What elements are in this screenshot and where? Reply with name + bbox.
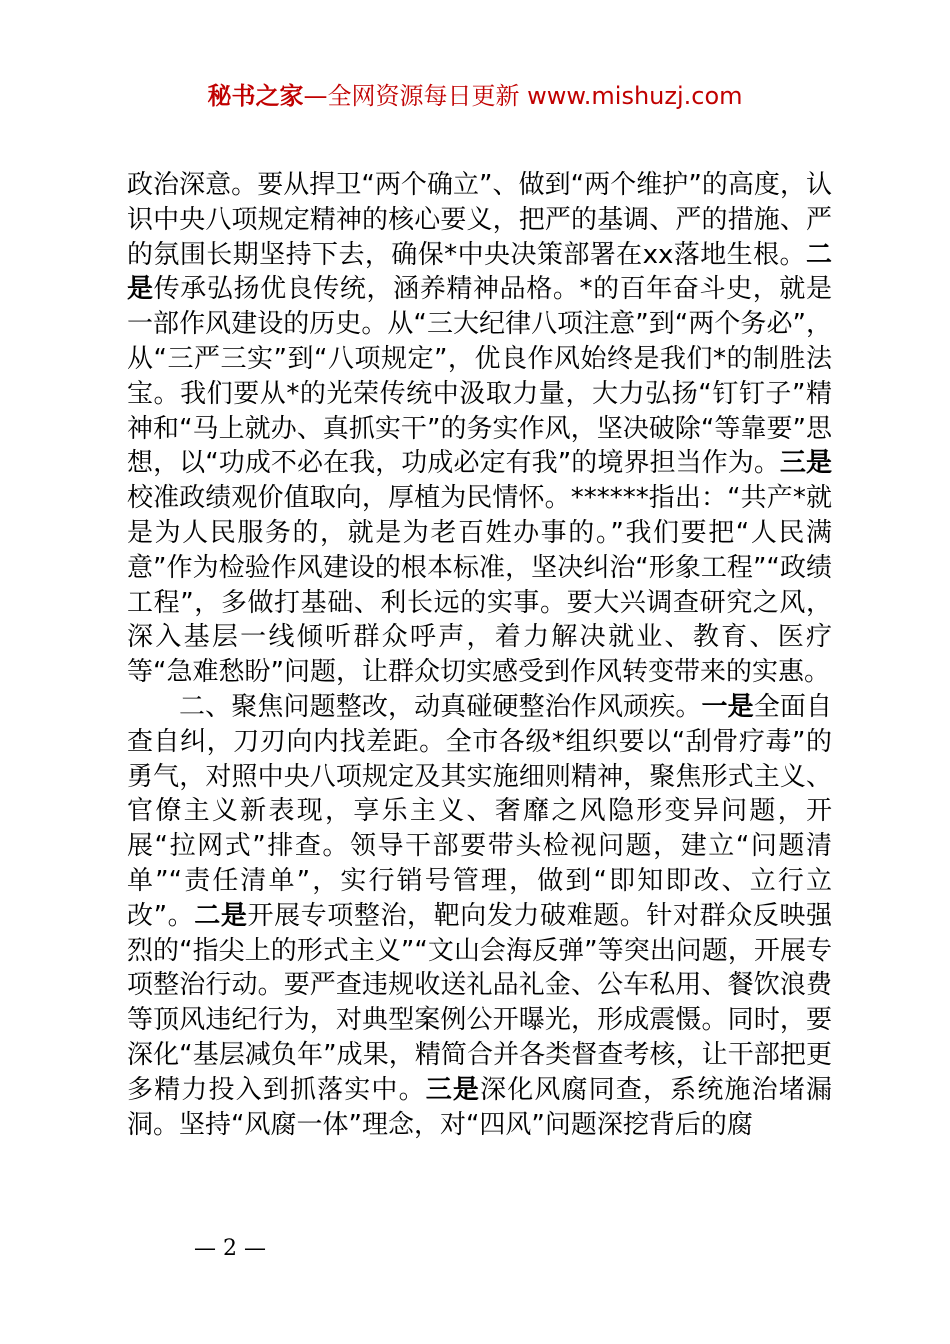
bold-run: 三是 — [779, 448, 832, 479]
bold-run: 三是 — [425, 1074, 481, 1105]
body-text — [127, 168, 832, 1142]
bold-run: 一是 — [701, 691, 754, 722]
header-url[interactable]: www.mishuzj.com — [527, 82, 743, 110]
text-run: 深化风腐同查，系统施治堵漏洞。坚持“风腐一体”理念，对“四风”问题深挖背后的腐 — [127, 1074, 832, 1140]
text-run: 二、聚焦问题整改，动真碰硬整治作风顽疾。 — [179, 691, 702, 722]
header-dash: — — [303, 82, 328, 110]
text-run: 政治深意。要从捍卫“两个确立”、做到“两个维护”的高度，认识中央八项规定精神的核心要义，把严的基调、严的措施、严的氛围长期坚持下去，确保*中央决策部署在xx落地生根。 — [127, 170, 832, 270]
header-tagline: 全网资源每日更新 — [327, 82, 528, 110]
page-header — [0, 78, 950, 114]
text-run: 校准政绩观价值取向，厚植为民情怀。******指出：“共产*就是为人民服务的，就是为老百姓办事的。”我们要把“人民满意”作为检验作风建设的根本标准，坚决纠治“形象工程”“政绩工程”，多做打基础、利长远的实事。要大兴调查研究之风，深入基层一线倾听群众呼声，着力解决就业、教育、医疗等“急难愁盼”问题，让群众切实感受到作风转变带来的实惠。 — [127, 483, 832, 688]
bold-run: 二是 — [127, 239, 832, 305]
paragraph-1 — [127, 168, 832, 690]
text-run: 开展专项整治，靶向发力破难题。针对群众反映强烈的“指尖上的形式主义”“文山会海反弹”等突出问题，开展专项整治行动。要严查违规收送礼品礼金、公车私用、餐饮浪费等顶风违纪行为，对典型案例公开曝光，形成震慑。同时，要深化“基层减负年”成果，精简合并各类督查考核，让干部把更多精力投入到抓落实中。 — [127, 900, 832, 1105]
paragraph-2 — [127, 690, 832, 1142]
page-number: — 2 — — [194, 1236, 266, 1261]
text-run: 传承弘扬优良传统，涵养精神品格。*的百年奋斗史，就是一部作风建设的历史。从“三大纪律八项注意”到“两个务必”，从“三严三实”到“八项规定”，优良作风始终是我们*的制胜法宝。我们要从*的光荣传统中汲取力量，大力弘扬“钉钉子”精神和“马上就办、真抓实干”的务实作风，坚决破除“等靠要”思想，以“功成不必在我，功成必定有我”的境界担当作为。 — [127, 274, 832, 479]
text-run: 全面自查自纠，刀刃向内找差距。全市各级*组织要以“刮骨疗毒”的勇气，对照中央八项规定及其实施细则精神，聚焦形式主义、官僚主义新表现，享乐主义、奢靡之风隐形变异问题，开展“拉网式”排查。领导干部要带头检视问题，建立“问题清单”“责任清单”，实行销号管理，做到“即知即改、立行立改”。 — [127, 691, 832, 931]
bold-run: 二是 — [194, 900, 248, 931]
header-brand: 秘书之家 — [207, 82, 304, 110]
